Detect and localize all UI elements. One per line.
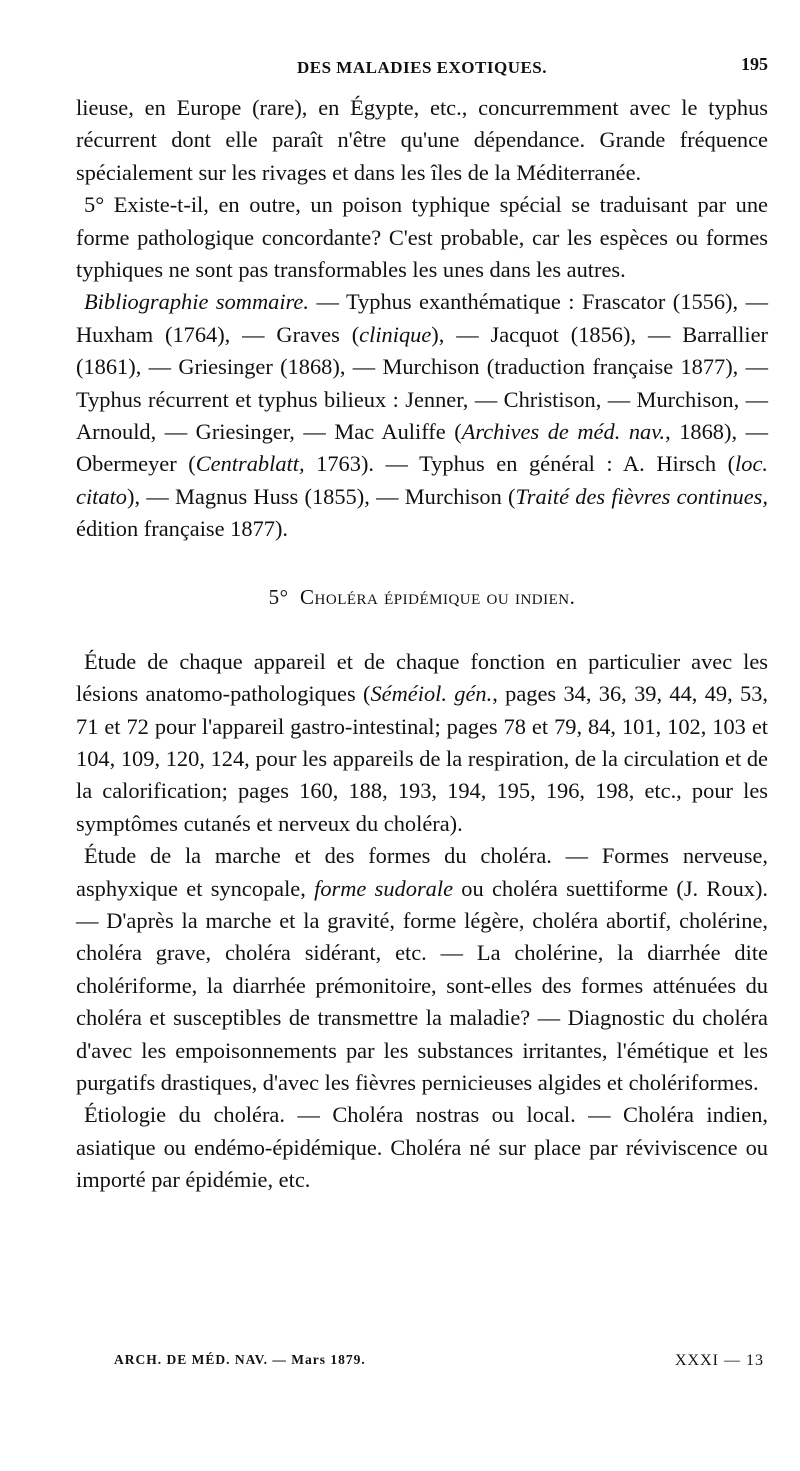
para3-text-2: , pages 34, 36, 39, 44, 49, 53, 71 et 72 pour l'appareil gastro-intestinal; pages 78 et 79, 84, 101, 102, 103 et 104, 109, 120, 124, pour les appareils de la respiration, de la circulation et de la calorification; pages 160, 188, 193, 194, 195, 196, 198, etc., pour les symptômes cutanés et nerveux du choléra). bbox=[76, 681, 768, 836]
page bbox=[76, 52, 768, 1197]
para4-text-2: ou choléra suettiforme (J. Roux). — D'après la marche et la gravité, forme légère, choléra abortif, cholérine, choléra grave, choléra sidérant, etc. — La cholérine, la diarrhée dite cholériforme, la diarrhée prémonitoire, sont-elles des formes atténuées du choléra et susceptibles de transmettre la maladie? — Diagnostic du choléra d'avec les empoisonnements par les substances irritantes, l'émétique et les purgatifs drastiques, d'avec les fièvres pernicieuses algides et cholériformes. bbox=[76, 875, 769, 1095]
footer-signature: XXXI — 13 bbox=[675, 1352, 764, 1369]
page-number: 195 bbox=[741, 54, 768, 74]
biblio-italic-4: loc. citato bbox=[76, 451, 768, 509]
paragraph-forms bbox=[76, 840, 768, 1099]
paragraph-question-5: 5° Existe-t-il, en outre, un poison typhique spécial se traduisant par une forme pathologique concordante? C'est probable, car les espèces ou formes typhiques ne sont pas transformables les unes dans les autres. bbox=[76, 192, 768, 283]
text-block-bottom bbox=[76, 646, 768, 1197]
biblio-italic-3: Centrablatt, bbox=[195, 451, 305, 477]
paragraph-continuation: lieuse, en Europe (rare), en Égypte, etc., concurremment avec le typhus récurrent dont elle paraît n'être qu'une dépendance. Grande fréquence spécialement sur les rivages et dans les îles de la Méditerranée. bbox=[76, 95, 768, 185]
para3-text-1: Étude de chaque appareil et de chaque fonction en particulier avec les lésions anatomo-pathologiques ( bbox=[76, 648, 768, 707]
biblio-italic-5: Traité des fièvres continues, bbox=[515, 483, 768, 509]
biblio-text-2: ), — Jacquot (1856), — Barrallier (1861), — Griesinger (1868), — Murchison (traduction française 1877), — Typhus récurrent et typhus bilieux : Jenner, — Christison, — Murchison, — Arnould, — Griesinger, — Mac Auliffe ( bbox=[76, 321, 768, 445]
para3-italic-1: Séméiol. gén. bbox=[370, 681, 493, 707]
section-title: Choléra épidémique ou indien. bbox=[300, 584, 576, 609]
paragraph-etiology: Étiologie du choléra. — Choléra nostras ou local. — Choléra indien, asiatique ou endémo-épidémique. Choléra né sur place par réviviscence ou importé par épidémie, etc. bbox=[76, 1102, 768, 1193]
biblio-italic-1: clinique bbox=[359, 321, 432, 347]
running-head bbox=[76, 52, 768, 92]
para4-italic-1: forme sudorale bbox=[314, 875, 454, 901]
biblio-text-4: 1763). — Typhus en général : A. Hirsch ( bbox=[304, 451, 736, 477]
biblio-text-3: , 1868), — Obermeyer ( bbox=[76, 419, 768, 477]
section-number: 5° bbox=[268, 584, 289, 609]
biblio-italic-2: Archives de méd. nav. bbox=[461, 419, 666, 445]
paragraph-organs bbox=[76, 646, 768, 840]
paragraph-bibliography bbox=[76, 286, 768, 545]
footer-source: ARCH. DE MÉD. NAV. — Mars 1879. bbox=[114, 1352, 366, 1367]
text-block-top bbox=[76, 92, 768, 546]
biblio-text-6: édition française 1877). bbox=[76, 516, 289, 542]
bibliography-label: Bibliographie sommaire. bbox=[84, 289, 309, 315]
biblio-text-1: — Typhus exanthématique : Frascator (1556), — Huxham (1764), — Graves ( bbox=[76, 289, 768, 347]
para4-text-1: Étude de la marche et des formes du choléra. — Formes nerveuse, asphyxique et syncopale, bbox=[76, 843, 768, 901]
running-title: DES MALADIES EXOTIQUES. bbox=[296, 58, 548, 77]
section-heading bbox=[76, 582, 768, 612]
biblio-text-5: ), — Magnus Huss (1855), — Murchison ( bbox=[127, 483, 516, 509]
